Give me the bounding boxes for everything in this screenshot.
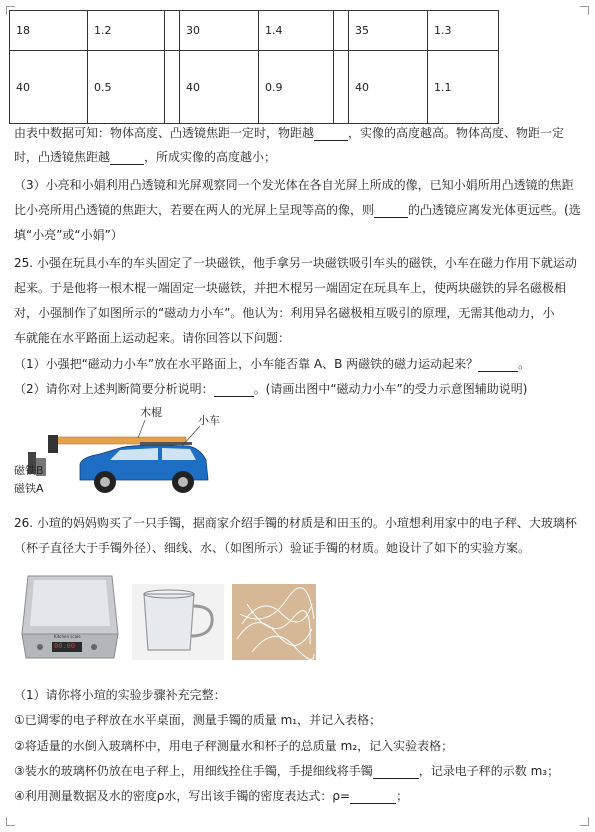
text-line bbox=[14, 281, 566, 295]
text-line bbox=[14, 331, 290, 345]
table-cell: 40 bbox=[180, 51, 259, 124]
text-span: 。(请画出图中“磁动力小车”的受力示意图辅助说明) bbox=[253, 382, 528, 396]
text-line bbox=[14, 256, 577, 270]
text-span: ； bbox=[396, 789, 409, 803]
text-span: 由表中数据可知：物体高度、凸透镜焦距一定时，物距越 bbox=[14, 126, 315, 140]
scale-display: 00.00 bbox=[54, 642, 76, 650]
text-line bbox=[14, 178, 574, 192]
magnet-a-label: 磁铁A bbox=[14, 482, 44, 495]
text-line bbox=[14, 688, 226, 702]
table-cell: 1.3 bbox=[428, 11, 499, 51]
text-span: 起来。于是他将一根木棍一端固定一块磁铁，并把木棍另一端固定在玩具车上，使两块磁铁的异名磁极相 bbox=[14, 281, 567, 295]
magnet-b bbox=[48, 435, 58, 453]
answer-blank[interactable] bbox=[214, 382, 254, 397]
table-cell bbox=[334, 11, 349, 51]
table-cell: 0.5 bbox=[88, 51, 165, 124]
table-cell: 0.9 bbox=[259, 51, 334, 124]
magnet-b-label: 磁铁B bbox=[14, 464, 44, 477]
table-cell: 1.4 bbox=[259, 11, 334, 51]
text-line bbox=[14, 764, 559, 779]
text-span: ，记录电子秤的示数 m₃； bbox=[418, 764, 560, 778]
text-line bbox=[14, 541, 530, 555]
text-span: 对，小强制作了如图所示的“磁动力小车”。他认为：利用异名磁极相互吸引的原理，无需其他动力，小 bbox=[14, 306, 555, 320]
answer-blank[interactable] bbox=[478, 357, 518, 372]
answer-blank[interactable] bbox=[314, 126, 348, 141]
text-span: （1）小强把“磁动力小车”放在水平路面上，小车能否靠 A、B 两磁铁的磁力运动起来？ bbox=[14, 357, 479, 371]
text-span: 填“小亮”或“小娟”） bbox=[14, 228, 123, 242]
table-cell: 18 bbox=[10, 11, 88, 51]
glass-cup-image bbox=[132, 584, 224, 660]
text-span: ④利用测量数据及水的密度ρ水，写出该手镯的密度表达式：ρ= bbox=[14, 789, 351, 803]
text-line bbox=[14, 516, 577, 530]
text-span: （3）小亮和小娟利用凸透镜和光屏观察同一个发光体在各自光屏上所成的像，已知小娟所用凸透镜的焦距 bbox=[14, 178, 574, 192]
text-line bbox=[14, 150, 276, 165]
text-span: 。 bbox=[518, 357, 531, 371]
table-cell: 1.1 bbox=[428, 51, 499, 124]
answer-blank[interactable] bbox=[350, 789, 396, 804]
table-cell: 35 bbox=[349, 11, 428, 51]
data-table bbox=[9, 10, 499, 124]
text-span: （1）请你将小瑄的实验步骤补充完整： bbox=[14, 688, 226, 702]
car-label: 小车 bbox=[198, 414, 220, 427]
text-span: 时，凸透镜焦距越 bbox=[14, 150, 111, 164]
text-line bbox=[14, 126, 564, 141]
text-span: 26. 小瑄的妈妈购买了一只手镯，据商家介绍手镯的材质是和田玉的。小瑄想利用家中的电子秤、大玻璃杯 bbox=[14, 516, 577, 530]
text-span: 的凸透镜应离发光体更远些。(选 bbox=[408, 203, 581, 217]
answer-blank[interactable] bbox=[374, 203, 408, 218]
text-span: （杯子直径大于手镯外径）、细线、水、（如图所示）验证手镯的材质。她设计了如下的实验方案。 bbox=[14, 541, 531, 555]
answer-blank[interactable] bbox=[373, 764, 419, 779]
text-span: ②将适量的水倒入玻璃杯中，用电子秤测量水和杯子的总质量 m₂，记入实验表格； bbox=[14, 739, 454, 753]
table-cell: 40 bbox=[10, 51, 88, 124]
table-cell bbox=[165, 11, 180, 51]
text-line bbox=[14, 789, 408, 804]
table-cell: 30 bbox=[180, 11, 259, 51]
text-span: ，所成实像的高度越小； bbox=[144, 150, 277, 164]
text-span: 25. 小强在玩具小车的车头固定了一块磁铁，他手拿另一块磁铁吸引车头的磁铁，小车在磁力作用下就运动 bbox=[14, 256, 577, 270]
text-line bbox=[14, 203, 581, 218]
text-span: （2）请你对上述判断简要分析说明： bbox=[14, 382, 214, 396]
thread-image bbox=[232, 584, 316, 660]
table-cell bbox=[334, 51, 349, 124]
text-line bbox=[14, 739, 453, 753]
text-line bbox=[14, 228, 123, 242]
text-span: ，实像的高度越高。物体高度、物距一定 bbox=[348, 126, 565, 140]
scale-brand: Kitchen scale bbox=[54, 634, 81, 639]
table-row bbox=[10, 11, 499, 51]
table-row bbox=[10, 51, 499, 124]
text-line bbox=[14, 306, 554, 320]
table-cell bbox=[165, 51, 180, 124]
table-cell: 40 bbox=[349, 51, 428, 124]
answer-blank[interactable] bbox=[110, 150, 144, 165]
text-line bbox=[14, 357, 530, 372]
table-cell: 1.2 bbox=[88, 11, 165, 51]
text-line bbox=[14, 382, 527, 397]
stick-label: 木棍 bbox=[140, 406, 162, 419]
text-line bbox=[14, 713, 381, 727]
text-span: ③装水的玻璃杯仍放在电子秤上，用细线拴住手镯，手提细线将手镯 bbox=[14, 764, 373, 778]
text-span: 车就能在水平路面上运动起来。请你回答以下问题： bbox=[14, 331, 291, 345]
magnet-car-figure bbox=[10, 402, 230, 502]
text-span: ①已调零的电子秤放在水平桌面，测量手镯的质量 m₁，并记入表格； bbox=[14, 713, 382, 727]
electronic-scale-image bbox=[20, 570, 120, 662]
text-span: 比小亮所用凸透镜的焦距大，若要在两人的光屏上呈现等高的像，则 bbox=[14, 203, 375, 217]
